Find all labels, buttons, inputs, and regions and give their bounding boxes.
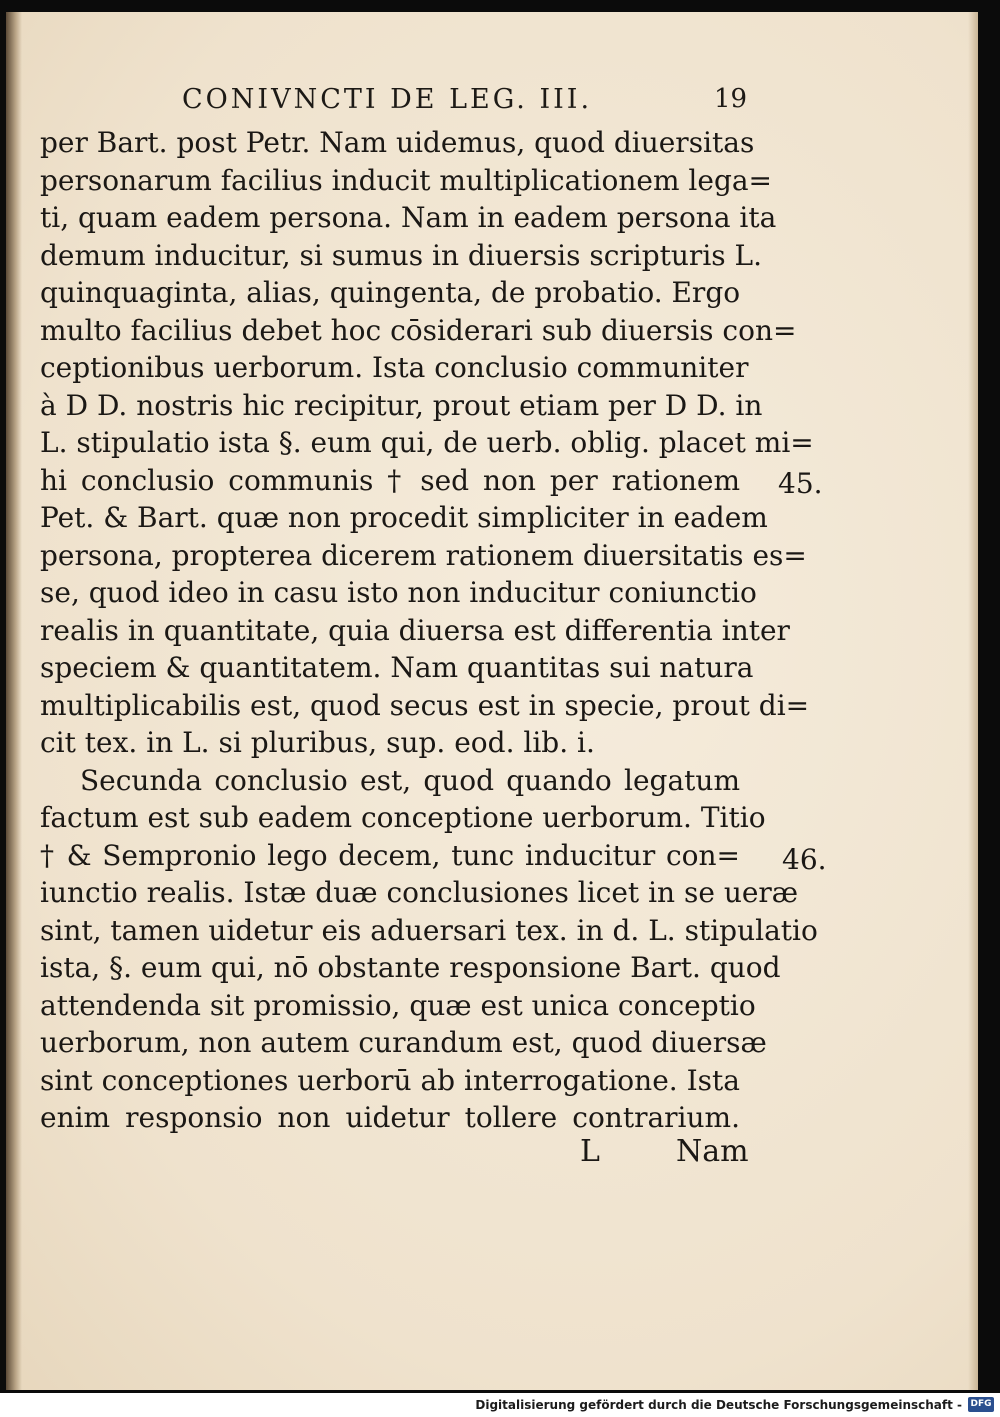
paragraph-first-line: Secunda conclusio est, quod quando legatum: [80, 763, 740, 797]
text-line: Pet. & Bart. quæ non procedit simpliciter in eadem: [40, 501, 768, 534]
text-line: speciem & quantitatem. Nam quantitas sui natura: [40, 651, 754, 684]
text-line: enim responsio non uidetur tollere contrarium.: [40, 1101, 740, 1134]
text-line: ceptionibus uerborum. Ista conclusio communiter: [40, 351, 749, 384]
text-line: per Bart. post Petr. Nam uidemus, quod diuersitas: [40, 126, 755, 159]
text-line: attendenda sit promissio, quæ est unica conceptio: [40, 988, 756, 1022]
text-line: à D D. nostris hic recipitur, prout etiam per D D. in: [40, 388, 763, 422]
text-line: se, quod ideo in casu isto non inducitur coniunctio: [40, 576, 757, 609]
text-line: demum inducitur, si sumus in diuersis scripturis L.: [40, 238, 763, 272]
running-head: CONIVNCTI DE LEG. III.: [182, 84, 593, 115]
text-line: hi conclusio communis † sed non per rationem: [40, 463, 740, 497]
text-line: L. stipulatio ista §. eum qui, de uerb. oblig. placet mi=: [40, 426, 814, 459]
text-line: uerborum, non autem curandum est, quod diuersæ: [40, 1026, 767, 1059]
text-line: personarum facilius inducit multiplicationem lega=: [40, 163, 773, 197]
catchword: Nam: [676, 1134, 749, 1169]
text-line: iunctio realis. Istæ duæ conclusiones licet in se ueræ: [40, 876, 799, 909]
text-line: † & Sempronio lego decem, tunc inducitur con=: [40, 838, 740, 872]
text-line: realis in quantitate, quia diuersa est differentia inter: [40, 613, 790, 647]
text-line: sint, tamen uidetur eis aduersari tex. in d. L. stipulatio: [40, 913, 818, 947]
dfg-logo: DFG: [968, 1397, 994, 1412]
text-line: sint conceptiones uerborū ab interrogatione. Ista: [40, 1063, 740, 1097]
digitization-credit: Digitalisierung gefördert durch die Deutsche Forschungsgemeinschaft -: [475, 1398, 962, 1412]
text-line: factum est sub eadem conceptione uerborum. Titio: [40, 801, 766, 834]
book-page: [6, 12, 978, 1390]
text-line: persona, propterea dicerem rationem diuersitatis es=: [40, 538, 807, 572]
text-line: ti, quam eadem persona. Nam in eadem persona ita: [40, 201, 777, 234]
catchword-row: [580, 1134, 749, 1169]
margin-note-number: 45.: [778, 467, 823, 500]
page-gutter-shadow: [6, 12, 22, 1390]
text-line: cit tex. in L. si pluribus, sup. eod. lib. i.: [40, 726, 595, 759]
text-line: multiplicabilis est, quod secus est in specie, prout di=: [40, 688, 810, 722]
text-line: quinquaginta, alias, quingenta, de probatio. Ergo: [40, 276, 741, 309]
page-number: 19: [714, 84, 748, 114]
text-line: ista, §. eum qui, nō obstante responsione Bart. quod: [40, 951, 781, 984]
signature-mark: L: [580, 1134, 600, 1169]
text-line: multo facilius debet hoc cōsiderari sub diuersis con=: [40, 313, 797, 347]
margin-note-number: 46.: [782, 843, 827, 876]
page-edge-shadow: [968, 12, 978, 1390]
